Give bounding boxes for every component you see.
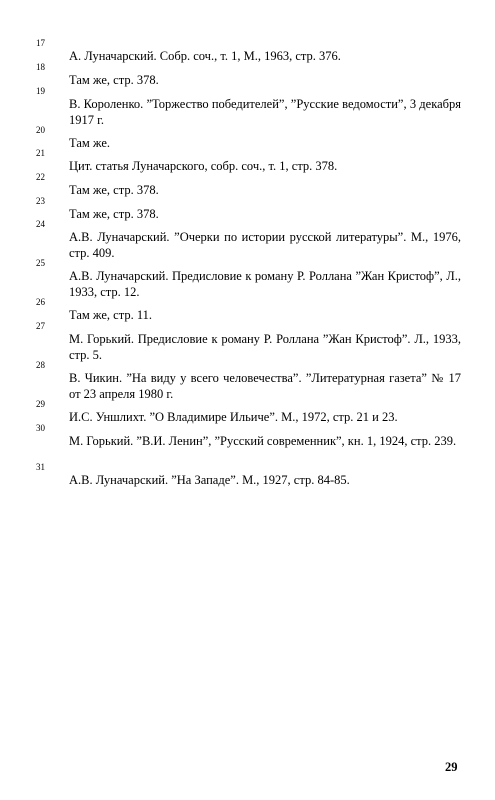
footnote-number: 23 [36, 196, 45, 206]
footnote-text: В. Короленко. ”Торжество победителей”, ”Русские ведомости”, 3 декабря 1917 г. [69, 97, 461, 127]
footnote-text: Там же, стр. 378. [69, 183, 159, 197]
footnote-number: 17 [36, 38, 45, 48]
footnote-number: 31 [36, 462, 45, 472]
footnote-text: А.В. Луначарский. ”Очерки по истории русской литературы”. М., 1976, стр. 409. [69, 230, 461, 260]
footnote-text: А.В. Луначарский. Предисловие к роману Р. Роллана ”Жан Кристоф”, Л., 1933, стр. 12. [69, 269, 461, 299]
footnote-number: 19 [36, 86, 45, 96]
footnote-number: 28 [36, 360, 45, 370]
footnote-text: М. Горький. Предисловие к роману Р. Роллана ”Жан Кристоф”. Л., 1933, стр. 5. [69, 332, 461, 362]
page-number: 29 [445, 760, 458, 774]
footnote-number: 20 [36, 125, 45, 135]
footnote-text: А.В. Луначарский. ”На Западе”. М., 1927, стр. 84-85. [69, 473, 350, 487]
footnote-number: 24 [36, 219, 45, 229]
footnote-text: В. Чикин. ”На виду у всего человечества”. ”Литературная газета” № 17 от 23 апреля 1980 г. [69, 371, 461, 401]
footnote-number: 18 [36, 62, 45, 72]
footnote-text: Там же, стр. 378. [69, 73, 159, 87]
footnote-text: А. Луначарский. Собр. соч., т. 1, М., 1963, стр. 376. [69, 49, 341, 63]
footnote-number: 22 [36, 172, 45, 182]
footnote-number: 30 [36, 423, 45, 433]
footnote-number: 25 [36, 258, 45, 268]
footnote-number: 21 [36, 148, 45, 158]
footnote-text: Там же. [69, 136, 111, 150]
footnote-text: Там же, стр. 378. [69, 207, 159, 221]
footnote-text: М. Горький. ”В.И. Ленин”, ”Русский современник”, кн. 1, 1924, стр. 239. [69, 434, 457, 448]
footnote-text: И.С. Уншлихт. ”О Владимире Ильиче”. М., 1972, стр. 21 и 23. [69, 410, 398, 424]
footnote-text: Там же, стр. 11. [69, 308, 153, 322]
footnote-text: Цит. статья Луначарского, собр. соч., т. 1, стр. 378. [69, 159, 338, 173]
footnote-number: 26 [36, 297, 45, 307]
footnote-number: 27 [36, 321, 45, 331]
footnote-number: 29 [36, 399, 45, 409]
